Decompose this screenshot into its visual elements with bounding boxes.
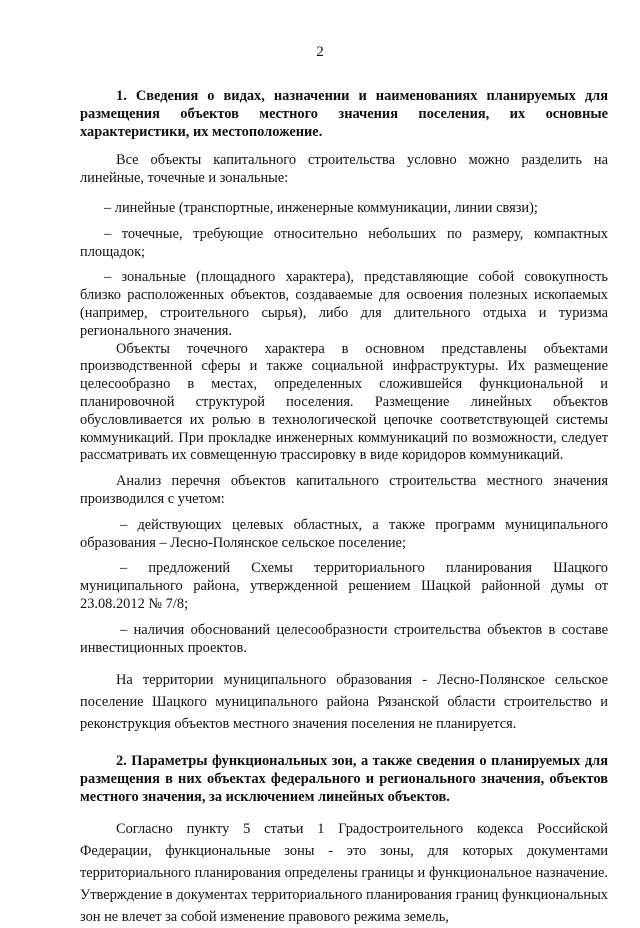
- section-2-paragraph: Согласно пункту 5 статьи 1 Градостроительного кодекса Российской Федерации, функциональные зоны - это зоны, для которых документами территориального планирования определены границы и функциональное назначение. Утверждение в документах территориального планирования границ функциональных зон не влечет за собой изменение правового режима земель,: [80, 820, 608, 925]
- paragraph-point-objects: Объекты точечного характера в основном представлены объектами производственной сферы и также социальной инфраструктуры. Их размещение целесообразно в местах, определенных сложившейся функциональной и планировочной структурой поселения. Размещение линейных объектов обусловливается их ролью в технологической цепочке соответствующей системы коммуникаций. При прокладке инженерных коммуникаций по возможности, следует рассматривать их совмещенную трассировку в виде коридоров коммуникаций.: [80, 340, 608, 464]
- paragraph-territory: На территории муниципального образования - Лесно-Полянское сельское поселение Шацкого муниципального района Рязанской области строительство и реконструкция объектов местного значения поселения не планируется.: [80, 672, 608, 733]
- paragraph-analysis: Анализ перечня объектов капитального строительства местного значения производился с учетом:: [80, 473, 608, 507]
- section-2-heading: 2. Параметры функциональных зон, а также сведения о планируемых для размещения в них объектах федерального и регионального значения, объектов местного значения, за исключением линейных объектов.: [80, 753, 608, 805]
- document-body: [80, 88, 608, 928]
- bullet-linear: – линейные (транспортные, инженерные коммуникации, линии связи);: [104, 199, 538, 216]
- page-number: 2: [316, 44, 324, 60]
- analysis-bullet-scheme: – предложений Схемы территориального планирования Шацкого муниципального района, утвержденной решением Шацкой районной думы от 23.08.2012 № 7/8;: [80, 560, 608, 612]
- section-1-heading: 1. Сведения о видах, назначении и наименованиях планируемых для размещения объектов местного значения поселения, их основные характеристики, их местоположение.: [80, 88, 608, 140]
- analysis-bullet-investment: – наличия обоснований целесообразности строительства объектов в составе инвестиционных проектов.: [80, 621, 608, 656]
- section-1-intro: Все объекты капитального строительства условно можно разделить на линейные, точечные и зональные:: [80, 152, 608, 187]
- analysis-bullet-programs: – действующих целевых областных, а также программ муниципального образования – Лесно-Полянское сельское поселение;: [80, 516, 608, 551]
- bullet-point: – точечные, требующие относительно небольших по размеру, компактных площадок;: [80, 225, 608, 260]
- bullet-zonal: – зональные (площадного характера), представляющие собой совокупность близко расположенных объектов, создаваемые для освоения полезных ископаемых (например, строительного сырья), либо для длительного отдыха и туризма регионального значения.: [80, 269, 608, 339]
